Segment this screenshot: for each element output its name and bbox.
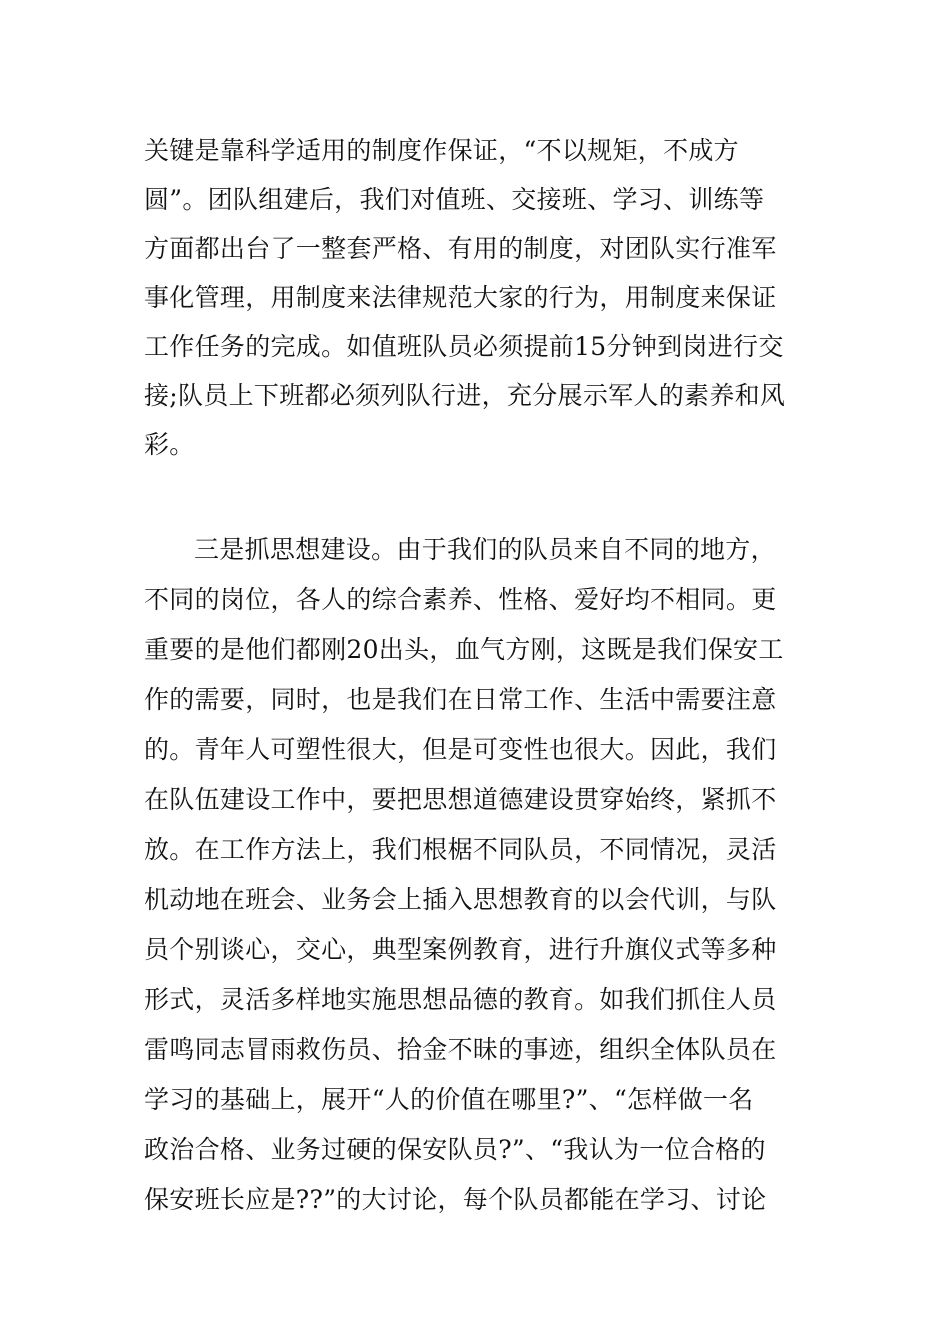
text-line: 圆”。团队组建后，我们对值班、交接班、学习、训练等 xyxy=(144,185,765,214)
text-line: 三是抓思想建设。由于我们的队员来自不同的地方， xyxy=(194,535,776,564)
text-line: 在队伍建设工作中，要把思想道德建设贯穿始终，紧抓不 xyxy=(144,785,777,814)
text-line: 形式，灵活多样地实施思想品德的教育。如我们抓住人员 xyxy=(144,985,777,1014)
text-line: 机动地在班会、业务会上插入思想教育的以会代训，与队 xyxy=(144,885,777,914)
text-line: 放。在工作方法上，我们根椐不同队员，不同情况，灵活 xyxy=(144,835,777,864)
text-line: 彩。 xyxy=(144,430,195,459)
text-line: 方面都出台了一整套严格、有用的制度，对团队实行准军 xyxy=(144,234,777,263)
text-line: 雷鸣同志冒雨救伤员、拾金不昧的事迹，组织全体队员在 xyxy=(144,1035,777,1064)
text-line: 重要的是他们都刚20出头，血气方刚，这既是我们保安工 xyxy=(144,635,784,664)
text-line: 事化管理，用制度来法律规范大家的行为，用制度来保证 xyxy=(144,283,777,312)
text-line: 关键是靠科学适用的制度作保证，“不以规矩，不成方 xyxy=(144,136,739,165)
text-line: 员个别谈心，交心，典型案例教育，进行升旗仪式等多种 xyxy=(144,935,777,964)
text-line: 接;队员上下班都必须列队行进，充分展示军人的素养和风 xyxy=(144,381,786,410)
text-line: 保安班长应是??”的大讨论，每个队员都能在学习、讨论 xyxy=(144,1185,767,1214)
text-line: 的。青年人可塑性很大，但是可变性也很大。因此，我们 xyxy=(144,735,777,764)
text-line: 政治合格、业务过硬的保安队员?”、“我认为一位合格的 xyxy=(144,1135,766,1164)
text-line: 学习的基础上，展开“人的价值在哪里?”、“怎样做一名 xyxy=(144,1085,754,1114)
text-line: 工作任务的完成。如值班队员必须提前15分钟到岗进行交 xyxy=(144,332,784,361)
text-line: 不同的岗位，各人的综合素养、性格、爱好均不相同。更 xyxy=(144,585,777,614)
text-line: 作的需要，同时，也是我们在日常工作、生活中需要注意 xyxy=(144,685,777,714)
